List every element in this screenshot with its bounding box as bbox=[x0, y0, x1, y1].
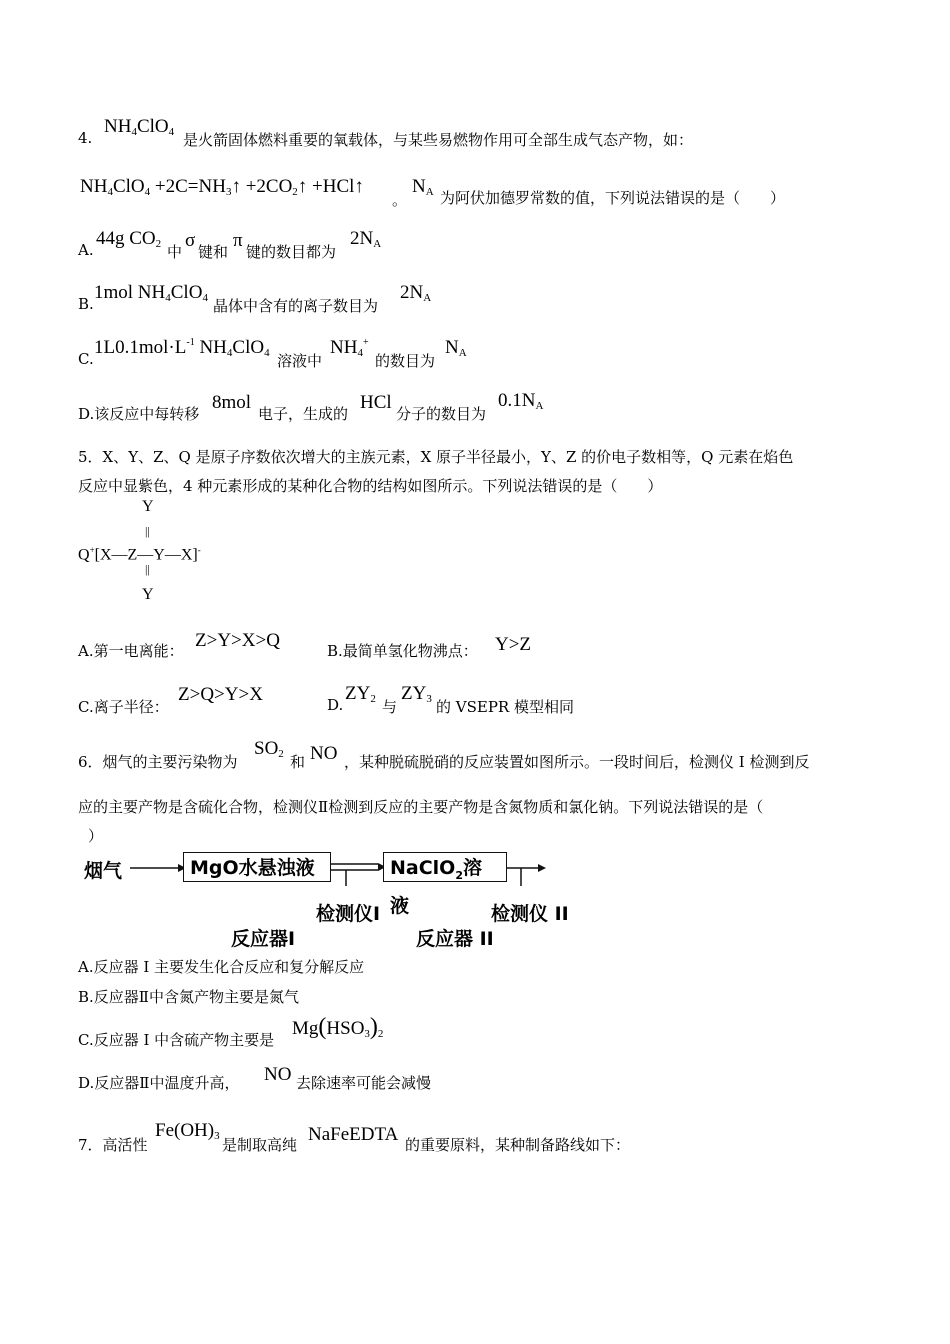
q4-option-b-formula: 1mol $NH_4ClO_4$ bbox=[94, 282, 208, 304]
q6-option-a: A.反应器 I 主要发生化合反应和复分解反应 bbox=[78, 958, 365, 976]
q6-stem-line1c: ，某种脱硫脱硝的反应装置如图所示。一段时间后，检测仪 I 检测到反 bbox=[344, 753, 810, 771]
q5-option-c-formula: Z>Q>Y>X bbox=[178, 684, 263, 705]
reactor-2-label: 反应器 II bbox=[416, 928, 494, 950]
q5-option-c-label: C.离子半径： bbox=[78, 698, 169, 716]
q5-stem-line2: 反应中显紫色，4 种元素形成的某种化合物的结构如图所示。下列说法错误的是（ ） bbox=[78, 477, 663, 495]
q5-struct-bottom-y: Y bbox=[142, 586, 154, 603]
q7-stem-a: 7．高活性 bbox=[78, 1136, 148, 1154]
q5-struct-double-bond-top: || bbox=[145, 524, 150, 538]
q5-struct-main bbox=[78, 545, 201, 564]
q5-option-d-label: D. bbox=[327, 696, 344, 714]
q5-struct-chain: [X—Z—Y—X] bbox=[94, 546, 198, 564]
q4-option-c-text2: 的数目为 bbox=[375, 352, 436, 370]
q5-struct-double-bond-bottom: || bbox=[145, 562, 150, 576]
q4-stem-line2: 为阿伏加德罗常数的值，下列说法错误的是（ ） bbox=[440, 189, 786, 207]
q6-stem-line2: 应的主要产物是含硫化合物，检测仪Ⅱ检测到反应的主要产物是含氮物质和氯化钠。下列说法错误的是（ bbox=[78, 798, 764, 816]
reactor-2-box: NaClO$_2$溶液 bbox=[383, 852, 507, 882]
q6-formula-no: NO bbox=[310, 743, 338, 764]
reactor-1-label: 反应器I bbox=[231, 928, 296, 950]
q4-number: 4. bbox=[78, 129, 93, 147]
q5-struct-q: Q bbox=[78, 546, 90, 564]
q5-struct-anion-charge: - bbox=[197, 545, 201, 555]
q7-formula-nafeedta: NaFeEDTA bbox=[308, 1124, 399, 1145]
q6-option-d-text: 去除速率可能会减慢 bbox=[296, 1074, 432, 1092]
q4-option-d-formula1: 8mol bbox=[212, 392, 252, 413]
q4-option-c-answer: $N_A$ bbox=[445, 337, 467, 359]
q5-struct-top-y: Y bbox=[142, 498, 154, 515]
q4-option-a-pi: π bbox=[233, 230, 243, 251]
q5-stem-line1: 5．X、Y、Z、Q 是原子序数依次增大的主族元素，X 原子半径最小，Y、Z 的价电子数相等，Q 元素在焰色 bbox=[78, 448, 794, 466]
q6-stem-line1b: 和 bbox=[290, 753, 306, 771]
q4-option-a-text2: 键和 bbox=[198, 243, 229, 261]
q7-formula-feoh3: $Fe(OH)_3$ bbox=[155, 1120, 220, 1142]
q4-option-b-text: 晶体中含有的离子数目为 bbox=[213, 297, 379, 315]
q5-option-d-text2: 的 VSEPR 模型相同 bbox=[436, 698, 574, 716]
q6-option-c-label: C.反应器 I 中含硫产物主要是 bbox=[78, 1031, 275, 1049]
q4-option-b-label: B. bbox=[78, 295, 94, 313]
diagram-flue-gas-label: 烟气 bbox=[84, 860, 123, 882]
q7-stem-b: 是制取高纯 bbox=[222, 1136, 298, 1154]
q4-option-b-answer: $2N_A$ bbox=[400, 282, 432, 304]
q4-option-a-answer: $2N_A$ bbox=[350, 228, 382, 250]
q4-option-a-text3: 键的数目都为 bbox=[246, 243, 337, 261]
q6-option-b: B.反应器Ⅱ中含氮产物主要是氮气 bbox=[78, 988, 299, 1006]
q5-option-b-label: B.最简单氢化物沸点： bbox=[327, 642, 478, 660]
q5-option-a-label: A.第一电离能： bbox=[78, 642, 184, 660]
q4-option-c-label: C. bbox=[78, 350, 94, 368]
reactor-1-box: MgO水悬浊液 bbox=[183, 852, 331, 882]
q5-option-d-formula2: $ZY_3$ bbox=[401, 683, 432, 705]
q4-option-c-formula: $1L0.1mol\cdot L^{-1}$ $NH_4ClO_4$ bbox=[94, 337, 270, 359]
q4-option-d-answer: $0.1N_A$ bbox=[498, 390, 544, 412]
q4-option-a-text1: 中 bbox=[167, 243, 183, 261]
q5-struct-q-charge: + bbox=[89, 545, 95, 555]
q6-formula-so2: $SO_2$ bbox=[254, 738, 284, 760]
q4-option-d-text1: 电子，生成的 bbox=[258, 405, 349, 423]
q4-stem-line1: 是火箭固体燃料重要的氧载体，与某些易燃物作用可全部生成气态产物，如： bbox=[183, 131, 694, 149]
q4-equation: $NH_4ClO_4$ $+2C=NH_3↑$ $+2CO_2↑$ +HCl↑ bbox=[80, 176, 364, 198]
q4-option-d-label: D.该反应中每转移 bbox=[78, 405, 200, 423]
q4-option-c-text1: 溶液中 bbox=[277, 352, 323, 370]
q4-formula-nh4clo4: $NH_4ClO_4$ bbox=[104, 116, 175, 138]
q4-avogadro: $N_A$ bbox=[412, 176, 434, 198]
q4-option-a-label: A. bbox=[78, 241, 94, 259]
q4-option-a-sigma: σ bbox=[185, 230, 196, 251]
q7-stem-c: 的重要原料，某种制备路线如下： bbox=[405, 1136, 631, 1154]
detector-1-label: 检测仪I bbox=[316, 903, 381, 925]
q6-stem-line1a: 6．烟气的主要污染物为 bbox=[78, 753, 238, 771]
q4-option-d-formula2: HCl bbox=[360, 392, 392, 413]
q5-option-d-text1: 与 bbox=[382, 698, 398, 716]
q4-option-d-text2: 分子的数目为 bbox=[396, 405, 487, 423]
q6-option-d-label: D.反应器Ⅱ中温度升高， bbox=[78, 1074, 240, 1092]
q4-option-c-ion: $NH_4^+$ bbox=[330, 337, 369, 359]
q5-option-d-formula1: $ZY_2$ bbox=[345, 683, 376, 705]
q6-stem-line3: ） bbox=[88, 827, 104, 845]
q4-period: 。 bbox=[392, 191, 408, 209]
detector-2-label: 检测仪 II bbox=[491, 903, 569, 925]
q5-option-a-formula: Z>Y>X>Q bbox=[195, 630, 280, 651]
q4-option-a-formula: 44g $CO_2$ bbox=[96, 228, 162, 250]
q5-option-b-formula: Y>Z bbox=[495, 634, 532, 655]
q6-option-d-formula: NO bbox=[264, 1064, 292, 1085]
q6-option-c-formula: $Mg(HSO_3)_2$ bbox=[292, 1014, 384, 1040]
